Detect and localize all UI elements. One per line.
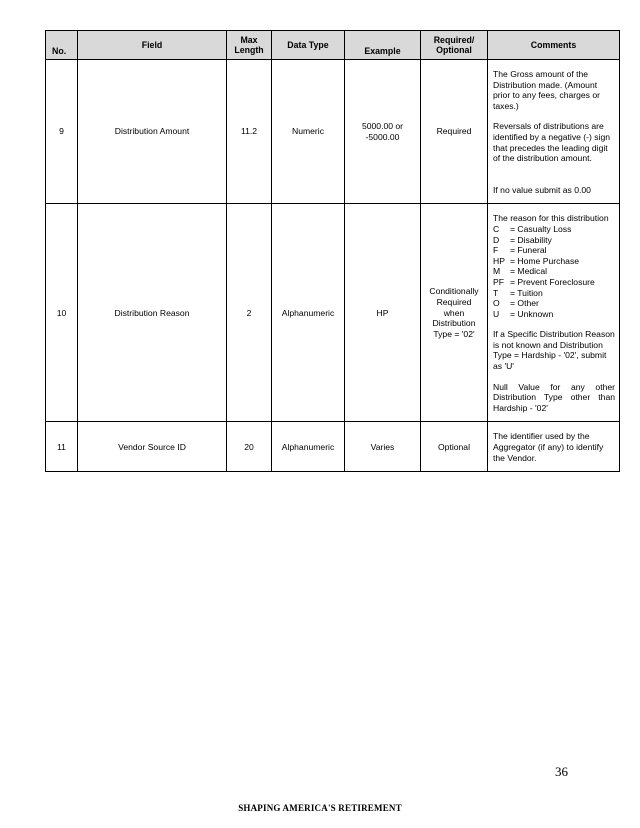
reason-description: = Other	[510, 298, 539, 309]
required-line: Required	[436, 126, 472, 137]
header-max-length-line: Max	[240, 35, 258, 45]
reason-code: HP	[493, 255, 505, 266]
cell-comments	[488, 422, 620, 472]
reason-description: = Unknown	[510, 308, 554, 319]
cell-no: 10	[46, 204, 78, 422]
reason-description: = Disability	[510, 234, 552, 245]
reason-description: = Home Purchase	[510, 255, 580, 266]
header-required-line: Optional	[436, 45, 472, 55]
header-no: No.	[46, 31, 78, 60]
required-line: when	[443, 307, 465, 318]
header-example: Example	[345, 31, 421, 60]
reason-code-item	[493, 235, 615, 246]
example-line: Varies	[370, 441, 395, 452]
header-row	[46, 31, 620, 60]
reason-code: F	[493, 245, 499, 256]
reason-description: = Prevent Foreclosure	[510, 276, 595, 287]
reason-code: PF	[493, 276, 504, 287]
cell-field: Distribution Reason	[78, 204, 227, 422]
specification-table	[45, 30, 620, 472]
header-comments: Comments	[488, 31, 620, 60]
reason-code-item	[493, 288, 615, 299]
example-line: -5000.00	[365, 131, 400, 142]
header-data-type: Data Type	[272, 31, 345, 60]
header-required-optional	[421, 31, 488, 60]
header-max-length	[227, 31, 272, 60]
reason-code-item	[493, 298, 615, 309]
cell-example	[345, 422, 421, 472]
reason-code-item	[493, 309, 615, 320]
comment-paragraph: The Gross amount of the Distribution made. (Amount prior to any fees, charges or taxes.)	[493, 69, 600, 111]
table-row	[46, 60, 620, 204]
example-line: 5000.00 or	[361, 121, 404, 132]
cell-max-length: 20	[227, 422, 272, 472]
reason-description: = Tuition	[510, 287, 543, 298]
reason-code-item	[493, 277, 615, 288]
comment-paragraph: The identifier used by the Aggregator (if any) to identify the Vendor.	[493, 431, 604, 463]
header-required-line: Required/	[433, 35, 475, 45]
cell-no: 11	[46, 422, 78, 472]
reason-code-item	[493, 256, 615, 267]
required-line: Type = '02'	[433, 328, 475, 339]
reason-code-item	[493, 266, 615, 277]
cell-data-type: Numeric	[272, 60, 345, 204]
cell-data-type: Alphanumeric	[272, 204, 345, 422]
reason-code-item	[493, 245, 615, 256]
cell-comments	[488, 60, 620, 204]
cell-example	[345, 60, 421, 204]
reason-code: D	[493, 234, 500, 245]
reason-description: = Casualty Loss	[510, 223, 572, 234]
cell-data-type: Alphanumeric	[272, 422, 345, 472]
reason-code: T	[493, 287, 499, 298]
example-line: HP	[376, 307, 389, 318]
reason-description: = Medical	[510, 266, 548, 277]
reason-code-list	[493, 224, 615, 319]
required-line: Distribution	[432, 318, 476, 329]
cell-max-length: 2	[227, 204, 272, 422]
cell-required	[421, 204, 488, 422]
comment-paragraph: If no value submit as 0.00	[493, 184, 591, 195]
reason-code-item	[493, 224, 615, 235]
footer-text: SHAPING AMERICA'S RETIREMENT	[238, 803, 402, 813]
reason-code: U	[493, 308, 500, 319]
required-line: Conditionally	[429, 286, 479, 297]
cell-required	[421, 422, 488, 472]
reason-code: M	[493, 266, 501, 277]
comment-paragraph: The reason for this distribution	[493, 213, 609, 224]
cell-example	[345, 204, 421, 422]
cell-required	[421, 60, 488, 204]
required-line: Optional	[437, 441, 470, 452]
cell-no: 9	[46, 60, 78, 204]
header-field: Field	[78, 31, 227, 60]
page-number: 36	[555, 764, 568, 779]
cell-field: Vendor Source ID	[78, 422, 227, 472]
reason-code: C	[493, 223, 500, 234]
reason-description: = Funeral	[510, 245, 547, 256]
comment-paragraph: Null Value for any other Distribution Type other than Hardship - '02'	[493, 381, 615, 413]
page-footer	[0, 803, 640, 813]
cell-max-length: 11.2	[227, 60, 272, 204]
comment-paragraph: Reversals of distributions are identified by a negative (-) sign that precedes the leading digit of the distribution amount.	[493, 121, 611, 164]
header-max-length-line: Length	[234, 45, 264, 55]
table-row	[46, 422, 620, 472]
table-row	[46, 204, 620, 422]
cell-field: Distribution Amount	[78, 60, 227, 204]
cell-comments	[488, 204, 620, 422]
required-line: Required	[436, 297, 472, 307]
comment-paragraph: If a Specific Distribution Reason is not known and Distribution Type = Hardship - '02', submit as 'U'	[493, 329, 615, 372]
reason-code: O	[493, 298, 500, 309]
